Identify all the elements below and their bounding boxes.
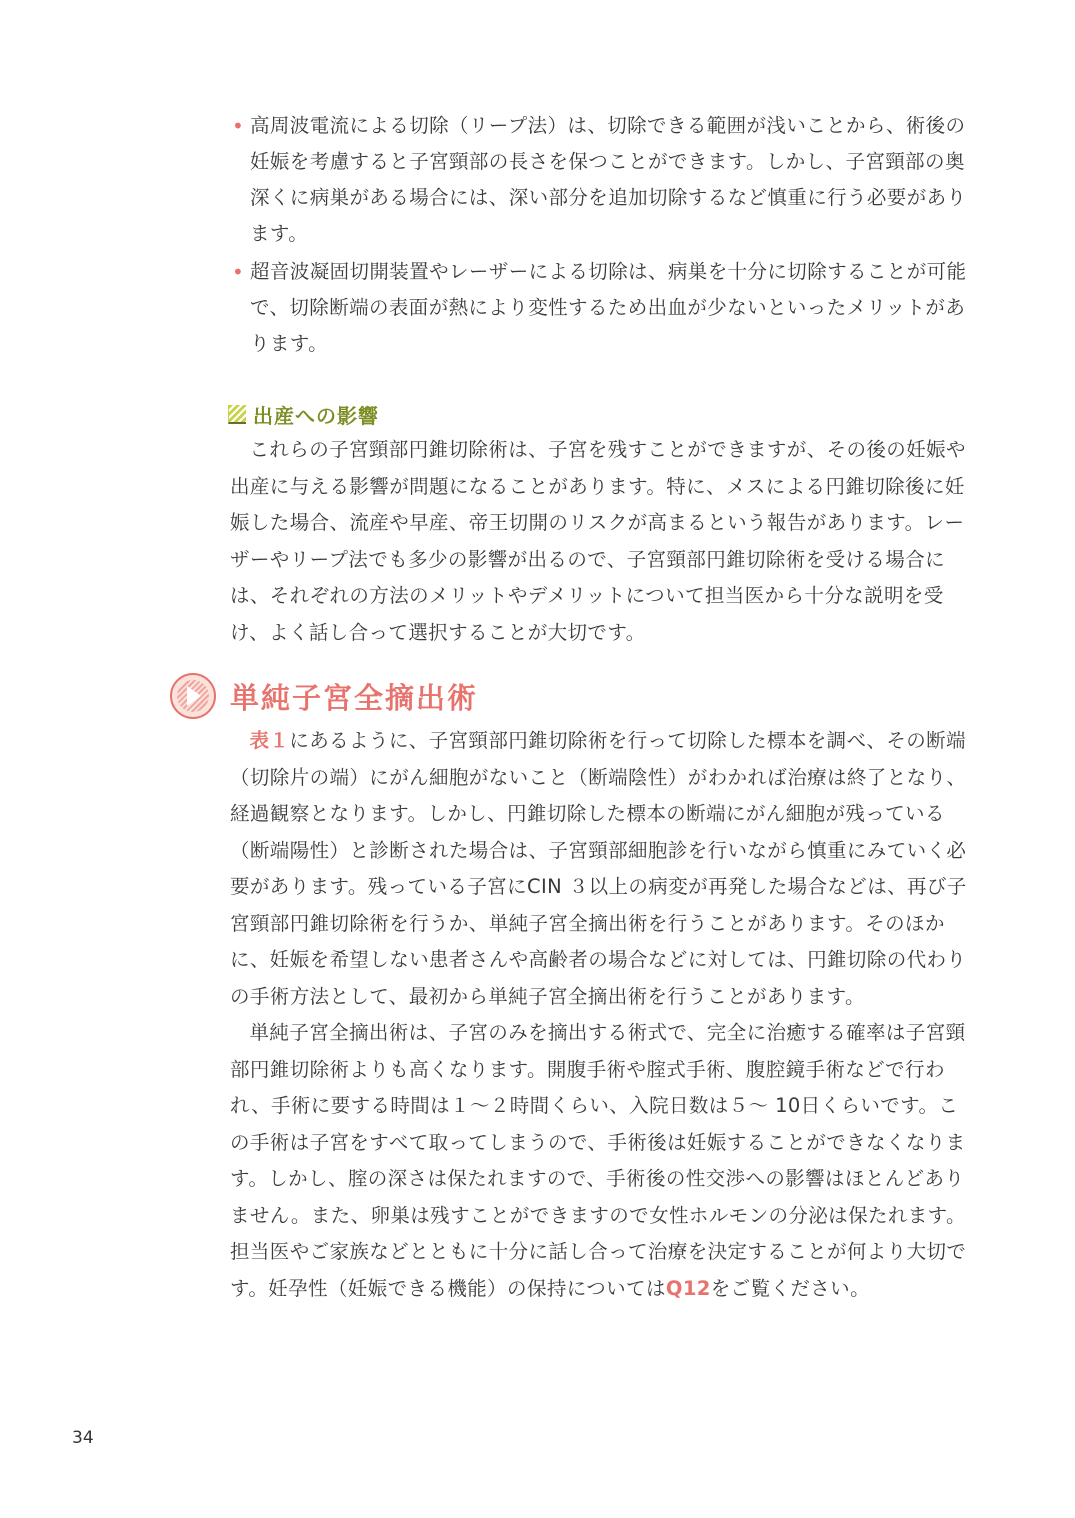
- page-number: 34: [72, 1428, 94, 1448]
- section-heading-childbirth: [228, 398, 379, 430]
- bullet-item: [232, 254, 972, 362]
- question-reference-link[interactable]: Q12: [665, 1276, 711, 1300]
- striped-square-icon: [228, 405, 246, 424]
- main-heading-hysterectomy: [170, 672, 478, 720]
- bullet-item: [232, 108, 972, 252]
- section-body-hysterectomy: [230, 723, 972, 1307]
- paragraph: これらの子宮頸部円錐切除術は、子宮を残すことができますが、その後の妊娠や出産に与える影響が問題になることがあります。特に、メスによる円錐切除後に妊娠した場合、流産や早産、帝王切開のリスクが高まるという報告があります。レーザーやリープ法でも多少の影響が出るので、子宮頸部円錐切除術を受ける場合には、それぞれの方法のメリットやデメリットについて担当医から十分な説明を受け、よく話し合って選択することが大切です。: [230, 438, 966, 644]
- section-heading-label: 出産への影響: [253, 403, 379, 428]
- paragraph-text: 単純子宮全摘出術は、子宮のみを摘出する術式で、完全に治癒する確率は子宮頸部円錐切除術よりも高くなります。開腹手術や腟式手術、腹腔鏡手術などで行われ、手術に要する時間は１～２時間くらい、入院日数は５～ 10日くらいです。この手術は子宮をすべて取ってしまうので、手術後は妊娠することができなくなります。しかし、腟の深さは保たれますので、手術後の性交渉への影響はほとんどありません。また、卵巣は残すことができますので女性ホルモンの分泌は保たれます。担当医やご家族などとともに十分に話し合って治療を決定することが何より大切です。妊孕性（妊娠できる機能）の保持については: [230, 1021, 967, 1300]
- table-reference-link[interactable]: 表１: [249, 729, 290, 752]
- main-heading-title: 単純子宮全摘出術: [230, 680, 479, 715]
- paragraph: [230, 1015, 972, 1307]
- bullet-mark: •: [232, 260, 245, 284]
- bullet-mark: •: [232, 114, 245, 138]
- paragraph-text: をご覧ください。: [710, 1276, 870, 1300]
- paragraph-text: にあるように、子宮頸部円錐切除術を行って切除した標本を調べ、その断端（切除片の端）にがん細胞がないこと（断端陰性）がわかれば治療は終了となり、経過観察となります。しかし、円錐切除した標本の断端にがん細胞が残っている（断端陽性）と診断された場合は、子宮頸部細胞診を行いながら慎重にみていく必要があります。残っている子宮にCIN ３以上の病変が再発した場合などは、再び子宮頸部円錐切除術を行うか、単純子宮全摘出術を行うことがあります。そのほかに、妊娠を希望しない患者さんや高齢者の場合などに対しては、円錐切除の代わりの手術方法として、最初から単純子宮全摘出術を行うことがあります。: [230, 729, 967, 1008]
- section-body-childbirth: [230, 432, 972, 651]
- paragraph: [230, 723, 972, 1015]
- bullet-list: [232, 108, 972, 362]
- bullet-text: 超音波凝固切開装置やレーザーによる切除は、病巣を十分に切除することが可能で、切除断端の表面が熱により変性するため出血が少ないといったメリットがあります。: [250, 260, 967, 355]
- bullet-text: 高周波電流による切除（リープ法）は、切除できる範囲が浅いことから、術後の妊娠を考慮すると子宮頸部の長さを保つことができます。しかし、子宮頸部の奥深くに病巣がある場合には、深い部分を追加切除するなど慎重に行う必要があります。: [250, 114, 967, 245]
- arrow-circle-icon: [170, 673, 216, 719]
